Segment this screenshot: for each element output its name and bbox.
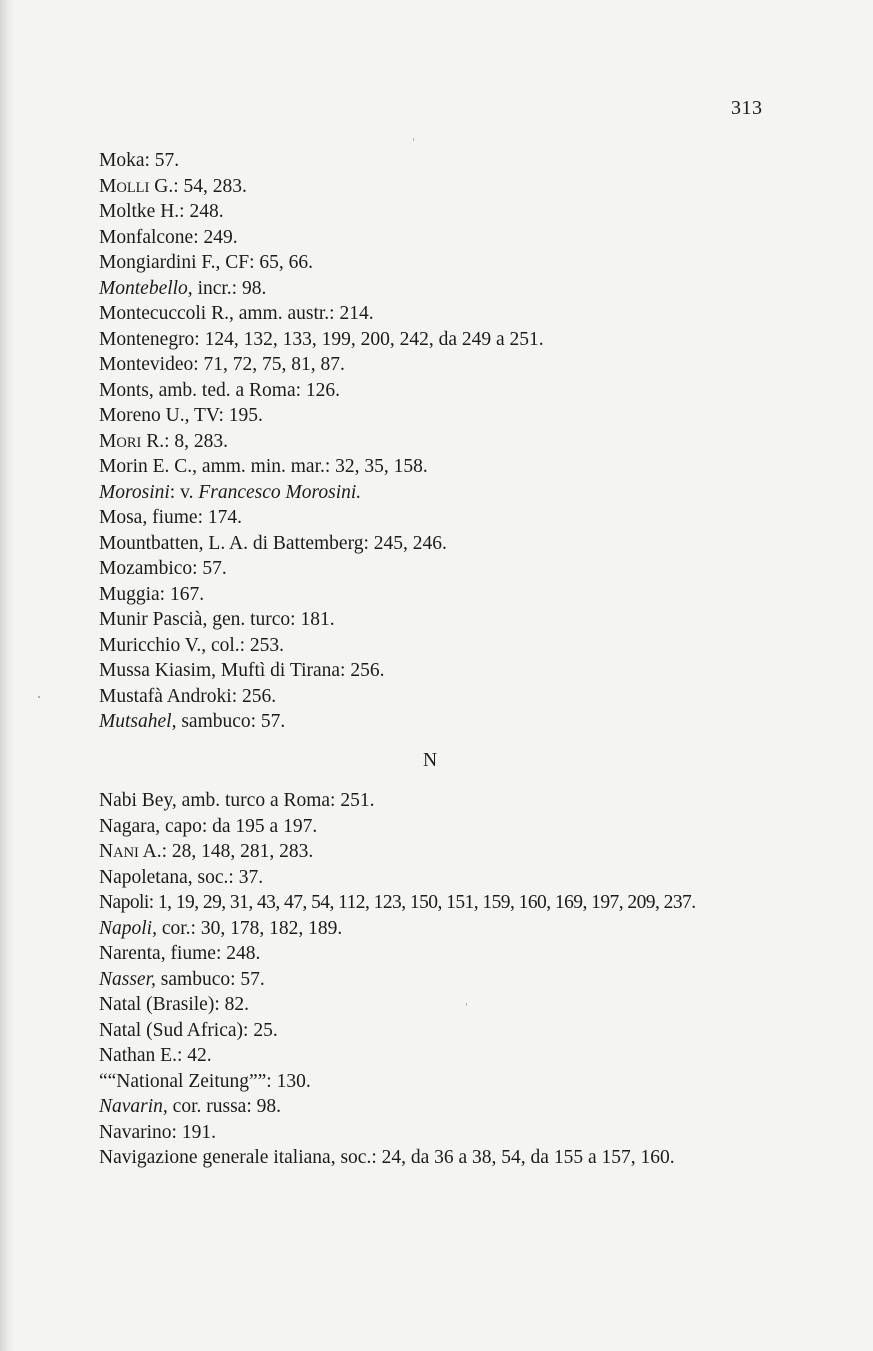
index-entry-text: Natal (Sud Africa): 25. — [99, 1019, 278, 1041]
index-entry — [99, 865, 789, 891]
index-entry — [99, 1069, 789, 1095]
index-entry — [99, 531, 789, 557]
index-entry-text: Moka: 57. — [99, 150, 180, 171]
index-entry — [99, 709, 789, 735]
index-entry — [99, 352, 789, 378]
index-entry-text: ORI — [116, 434, 142, 451]
index-entry — [99, 174, 789, 200]
index-entry — [99, 814, 789, 840]
index-entry-text: incr.: 98. — [192, 277, 267, 299]
index-entry-text: M — [99, 430, 117, 452]
index-entry-text: Mustafà Androki: 256. — [99, 685, 277, 707]
page-edge-shadow — [0, 0, 14, 1351]
index-entry-text: Moreno U., TV: 195. — [99, 405, 263, 426]
index-entry-text: sambuco: 57. — [155, 968, 265, 990]
index-entry-text: Nagara, capo: da 195 a 197. — [99, 815, 318, 837]
index-entry — [99, 941, 789, 967]
index-entry — [99, 301, 789, 327]
index-entry — [99, 967, 789, 993]
index-entry-text: G.: 54, 283. — [149, 175, 247, 197]
index-entry — [99, 684, 789, 710]
section-letter-n: N — [423, 750, 438, 771]
index-entry-text: R.: 8, 283. — [141, 430, 229, 452]
index-entry — [99, 582, 789, 608]
index-entry — [99, 1145, 789, 1171]
index-entry — [99, 916, 789, 942]
index-entry — [99, 1018, 789, 1044]
index-entry-text: Monfalcone: 249. — [99, 226, 238, 248]
index-entry — [99, 378, 789, 404]
index-entry-text: Napoli, — [99, 917, 157, 939]
index-entry-text: Francesco Morosini. — [198, 481, 362, 503]
index-entry — [99, 454, 789, 480]
paper-speck — [413, 138, 414, 141]
index-entry-text: N — [99, 841, 114, 862]
index-entry-text: Morin E. C., amm. min. mar.: 32, 35, 158. — [99, 456, 428, 477]
index-entry-text: ANI — [113, 845, 139, 861]
page-number: 313 — [731, 97, 763, 119]
index-entry-text: Morosini — [99, 481, 170, 503]
index-entry-text: Mussa Kiasim, Muftì di Tirana: 256. — [99, 660, 385, 681]
index-entry-text: Napoletana, soc.: 37. — [99, 866, 264, 888]
index-entry — [99, 148, 789, 174]
index-entry — [99, 839, 789, 865]
index-entry-text: Moltke H.: 248. — [99, 201, 224, 222]
index-entry — [99, 429, 789, 455]
index-entry-text: Navigazione generale italiana, soc.: 24, da 36 a 38, 54, da 155 a 157, 160. — [99, 1147, 675, 1168]
index-entry — [99, 480, 789, 506]
index-entry-text: Monts, amb. ted. a Roma: 126. — [99, 379, 341, 401]
index-entry-text: A.: 28, 148, 281, 283. — [138, 841, 314, 862]
index-entry-text: : v. — [169, 481, 199, 503]
paper-speck — [38, 696, 40, 698]
index-entry-text: M — [99, 175, 117, 197]
index-entry — [99, 327, 789, 353]
index-entry-text: Montecuccoli R., amm. austr.: 214. — [99, 303, 374, 324]
index-entry — [99, 633, 789, 659]
index-entry-text: Navarino: 191. — [99, 1121, 216, 1143]
index-entry-text: Mutsahel, — [99, 711, 177, 732]
index-section-m — [99, 148, 789, 735]
index-entry-text: Mosa, fiume: 174. — [99, 507, 242, 528]
index-section-n — [99, 788, 789, 1171]
index-entry-text: Mountbatten, L. A. di Battemberg: 245, 246. — [99, 532, 447, 554]
index-entry — [99, 1120, 789, 1146]
index-entry — [99, 788, 789, 814]
index-entry — [99, 658, 789, 684]
index-entry-text: Mongiardini F., CF: 65, 66. — [99, 252, 314, 273]
index-entry-text: Muggia: 167. — [99, 583, 205, 605]
index-entry-text: Montebello, — [99, 277, 193, 299]
index-entry — [99, 199, 789, 225]
index-entry-text: Nasser, — [99, 968, 156, 990]
index-entry — [99, 225, 789, 251]
index-entry — [99, 1094, 789, 1120]
index-entry — [99, 992, 789, 1018]
index-entry-text: Narenta, fiume: 248. — [99, 943, 261, 964]
index-entry-text: Montenegro: 124, 132, 133, 199, 200, 242, da 249 a 251. — [99, 328, 544, 350]
index-entry-text: Muricchio V., col.: 253. — [99, 634, 285, 656]
index-entry — [99, 250, 789, 276]
index-entry-text: Nabi Bey, amb. turco a Roma: 251. — [99, 790, 375, 811]
index-entry — [99, 1043, 789, 1069]
index-entry-text: ““National Zeitung””: 130. — [99, 1070, 311, 1092]
index-entry-text: OLLI — [116, 179, 150, 196]
index-entry — [99, 403, 789, 429]
index-entry — [99, 276, 789, 302]
index-entry-text: Natal (Brasile): 82. — [99, 994, 249, 1015]
index-entry-text: cor. russa: 98. — [167, 1096, 281, 1117]
index-entry-text: sambuco: 57. — [176, 711, 286, 732]
index-entry-text: Navarin, — [99, 1096, 168, 1117]
index-entry — [99, 556, 789, 582]
index-entry-text: Napoli: 1, 19, 29, 31, 43, 47, 54, 112, 123, 150, 151, 159, 160, 169, 197, 209, 237. — [99, 892, 696, 913]
index-entry — [99, 505, 789, 531]
index-entry-text: Munir Pascià, gen. turco: 181. — [99, 609, 335, 630]
index-entry-text: cor.: 30, 178, 182, 189. — [156, 917, 343, 939]
index-entry — [99, 890, 789, 916]
index-entry-text: Nathan E.: 42. — [99, 1045, 212, 1066]
index-entry-text: Montevideo: 71, 72, 75, 81, 87. — [99, 354, 345, 375]
index-entry-text: Mozambico: 57. — [99, 558, 227, 579]
index-entry — [99, 607, 789, 633]
